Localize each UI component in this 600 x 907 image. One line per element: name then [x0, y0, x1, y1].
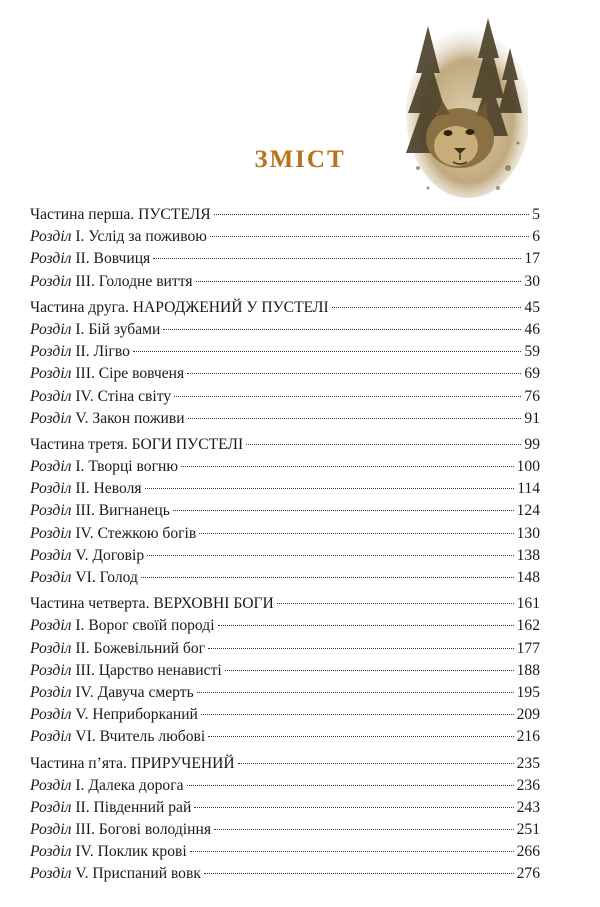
table-of-contents: [30, 204, 540, 890]
chapter-title: [30, 408, 185, 430]
chapter-prefix: Розділ: [30, 458, 72, 476]
toc-chapter-entry: [30, 523, 540, 545]
toc-chapter-entry: [30, 456, 540, 478]
part-label: Частина друга. НАРОДЖЕНИЙ У ПУСТЕЛІ: [30, 298, 329, 316]
chapter-title: [30, 226, 207, 248]
chapter-prefix: Розділ: [30, 865, 72, 883]
dot-leader: [190, 851, 514, 852]
chapter-title: [30, 775, 184, 797]
toc-chapter-entry: [30, 819, 540, 841]
chapter-title: [30, 271, 193, 293]
dot-leader: [332, 307, 522, 308]
chapter-title: [30, 863, 201, 885]
chapter-title: [30, 841, 187, 863]
toc-part-group: [30, 593, 540, 748]
toc-chapter-entry: [30, 226, 540, 248]
toc-chapter-entry: [30, 841, 540, 863]
part-title: [30, 753, 235, 775]
page-number: 124: [516, 502, 540, 520]
chapter-prefix: Розділ: [30, 480, 72, 498]
toc-part-entry: [30, 753, 540, 775]
chapter-prefix: Розділ: [30, 546, 72, 564]
chapter-prefix: Розділ: [30, 639, 72, 657]
toc-chapter-entry: [30, 271, 540, 293]
chapter-prefix: Розділ: [30, 387, 72, 405]
chapter-title: [30, 704, 198, 726]
chapter-prefix: Розділ: [30, 502, 72, 520]
dot-leader: [187, 373, 521, 374]
chapter-label: V. Приспаний вовк: [75, 865, 201, 883]
toc-chapter-entry: [30, 567, 540, 589]
toc-part-entry: [30, 297, 540, 319]
chapter-label: VI. Вчитель любові: [75, 728, 206, 746]
toc-chapter-entry: [30, 545, 540, 567]
chapter-prefix: Розділ: [30, 843, 72, 861]
dot-leader: [204, 873, 514, 874]
page-title: ЗМІСТ: [254, 146, 346, 173]
page-number: 276: [516, 865, 540, 883]
chapter-label: I. Услід за поживою: [75, 228, 207, 246]
chapter-label: III. Сіре вовченя: [75, 365, 185, 383]
part-title: [30, 204, 211, 226]
toc-part-group: [30, 204, 540, 293]
chapter-label: III. Вигнанець: [75, 502, 170, 520]
part-label: Частина четверта. ВЕРХОВНІ БОГИ: [30, 595, 274, 613]
chapter-title: [30, 819, 211, 841]
toc-chapter-entry: [30, 341, 540, 363]
chapter-title: [30, 523, 196, 545]
chapter-label: I. Бій зубами: [75, 320, 161, 338]
chapter-label: II. Вовчиця: [75, 250, 151, 268]
toc-chapter-entry: [30, 408, 540, 430]
chapter-label: IV. Поклик крові: [75, 843, 187, 861]
chapter-title: [30, 567, 138, 589]
page-number: 76: [524, 387, 540, 405]
chapter-prefix: Розділ: [30, 617, 72, 635]
page-number: 30: [524, 272, 540, 290]
toc-chapter-entry: [30, 660, 540, 682]
chapter-title: [30, 682, 194, 704]
page-number: 138: [516, 546, 540, 564]
toc-chapter-entry: [30, 478, 540, 500]
page-number: 45: [524, 298, 540, 316]
dot-leader: [141, 577, 514, 578]
chapter-title: [30, 456, 178, 478]
chapter-prefix: Розділ: [30, 683, 72, 701]
dot-leader: [197, 692, 514, 693]
toc-chapter-entry: [30, 863, 540, 885]
page-number: 46: [524, 320, 540, 338]
toc-chapter-entry: [30, 638, 540, 660]
chapter-label: III. Царство ненависті: [75, 661, 222, 679]
chapter-label: I. Творці вогню: [75, 458, 178, 476]
page-number: 130: [516, 524, 540, 542]
page-number: 266: [516, 843, 540, 861]
chapter-label: II. Божевільний бог: [75, 639, 206, 657]
toc-chapter-entry: [30, 500, 540, 522]
chapter-label: II. Південний рай: [75, 798, 192, 816]
toc-chapter-entry: [30, 726, 540, 748]
chapter-label: III. Голодне виття: [75, 272, 193, 290]
chapter-title: [30, 500, 170, 522]
chapter-title: [30, 797, 191, 819]
page-number: 100: [516, 458, 540, 476]
toc-chapter-entry: [30, 704, 540, 726]
chapter-label: IV. Стіна світу: [75, 387, 172, 405]
dot-leader: [214, 214, 530, 215]
toc-chapter-entry: [30, 248, 540, 270]
chapter-prefix: Розділ: [30, 320, 72, 338]
toc-chapter-entry: [30, 319, 540, 341]
part-label: Частина третя. БОГИ ПУСТЕЛІ: [30, 435, 244, 453]
part-title: [30, 434, 243, 456]
page-number: 188: [516, 661, 540, 679]
chapter-prefix: Розділ: [30, 524, 72, 542]
toc-part-entry: [30, 593, 540, 615]
part-title: [30, 297, 329, 319]
dot-leader: [199, 533, 513, 534]
chapter-title: [30, 638, 205, 660]
dot-leader: [225, 670, 514, 671]
page-number: 162: [516, 617, 540, 635]
chapter-title: [30, 363, 184, 385]
toc-part-entry: [30, 204, 540, 226]
chapter-prefix: Розділ: [30, 365, 72, 383]
dot-leader: [201, 714, 514, 715]
dot-leader: [246, 444, 521, 445]
page-number: 243: [516, 798, 540, 816]
page-number: 209: [516, 706, 540, 724]
chapter-prefix: Розділ: [30, 250, 72, 268]
dot-leader: [181, 466, 514, 467]
toc-part-group: [30, 434, 540, 589]
chapter-title: [30, 478, 142, 500]
chapter-label: V. Закон поживи: [75, 409, 185, 427]
dot-leader: [238, 763, 514, 764]
page-number: 5: [532, 206, 540, 223]
toc-part-group: [30, 297, 540, 430]
toc-part-entry: [30, 434, 540, 456]
page-number: 91: [524, 409, 540, 427]
page-number: 99: [524, 435, 540, 453]
dot-leader: [133, 351, 522, 352]
dot-leader: [218, 625, 514, 626]
dot-leader: [174, 396, 521, 397]
part-label: Частина перша. ПУСТЕЛЯ: [30, 206, 211, 223]
dot-leader: [214, 829, 514, 830]
dot-leader: [153, 258, 521, 259]
chapter-label: V. Неприборканий: [75, 706, 198, 724]
toc-chapter-entry: [30, 386, 540, 408]
chapter-prefix: Розділ: [30, 798, 72, 816]
chapter-label: I. Ворог своїй породі: [75, 617, 215, 635]
dot-leader: [208, 648, 514, 649]
chapter-title: [30, 386, 171, 408]
dot-leader: [194, 807, 513, 808]
cougar-forest-illustration: [398, 18, 528, 203]
chapter-label: V. Договір: [75, 546, 145, 564]
page-number: 69: [524, 365, 540, 383]
chapter-label: IV. Стежкою богів: [75, 524, 197, 542]
dot-leader: [188, 418, 522, 419]
page-number: 161: [516, 595, 540, 613]
dot-leader: [145, 488, 515, 489]
toc-chapter-entry: [30, 615, 540, 637]
chapter-prefix: Розділ: [30, 343, 72, 361]
chapter-title: [30, 660, 222, 682]
part-label: Частина п’ята. ПРИРУЧЕНИЙ: [30, 754, 235, 772]
chapter-title: [30, 545, 144, 567]
toc-chapter-entry: [30, 363, 540, 385]
chapter-label: III. Богові володіння: [75, 821, 211, 839]
page-number: 236: [516, 776, 540, 794]
dot-leader: [277, 603, 514, 604]
chapter-label: II. Неволя: [75, 480, 142, 498]
chapter-label: II. Лігво: [75, 343, 130, 361]
page-number: 148: [516, 569, 540, 586]
chapter-prefix: Розділ: [30, 661, 72, 679]
chapter-prefix: Розділ: [30, 409, 72, 427]
chapter-prefix: Розділ: [30, 821, 72, 839]
page-number: 195: [516, 683, 540, 701]
chapter-prefix: Розділ: [30, 272, 72, 290]
chapter-prefix: Розділ: [30, 228, 72, 246]
dot-leader: [196, 281, 522, 282]
dot-leader: [173, 510, 514, 511]
chapter-title: [30, 248, 150, 270]
page-number: 235: [516, 754, 540, 772]
dot-leader: [210, 236, 529, 237]
toc-part-group: [30, 753, 540, 886]
toc-chapter-entry: [30, 797, 540, 819]
page-number: 114: [517, 480, 540, 498]
toc-chapter-entry: [30, 775, 540, 797]
page-number: 17: [524, 250, 540, 268]
chapter-title: [30, 341, 130, 363]
page-number: 59: [524, 343, 540, 361]
chapter-prefix: Розділ: [30, 728, 72, 746]
dot-leader: [208, 736, 513, 737]
page-number: 6: [532, 228, 540, 246]
dot-leader: [163, 329, 521, 330]
chapter-title: [30, 615, 215, 637]
chapter-prefix: Розділ: [30, 776, 72, 794]
chapter-label: IV. Давуча смерть: [75, 683, 194, 701]
page-number: 216: [516, 728, 540, 746]
chapter-prefix: Розділ: [30, 569, 72, 586]
chapter-label: VI. Голод: [75, 569, 138, 586]
page-number: 251: [516, 821, 540, 839]
chapter-title: [30, 319, 160, 341]
dot-leader: [147, 555, 513, 556]
chapter-prefix: Розділ: [30, 706, 72, 724]
page-number: 177: [516, 639, 540, 657]
toc-chapter-entry: [30, 682, 540, 704]
part-title: [30, 593, 274, 615]
dot-leader: [187, 785, 514, 786]
chapter-label: I. Далека дорога: [75, 776, 184, 794]
chapter-title: [30, 726, 205, 748]
